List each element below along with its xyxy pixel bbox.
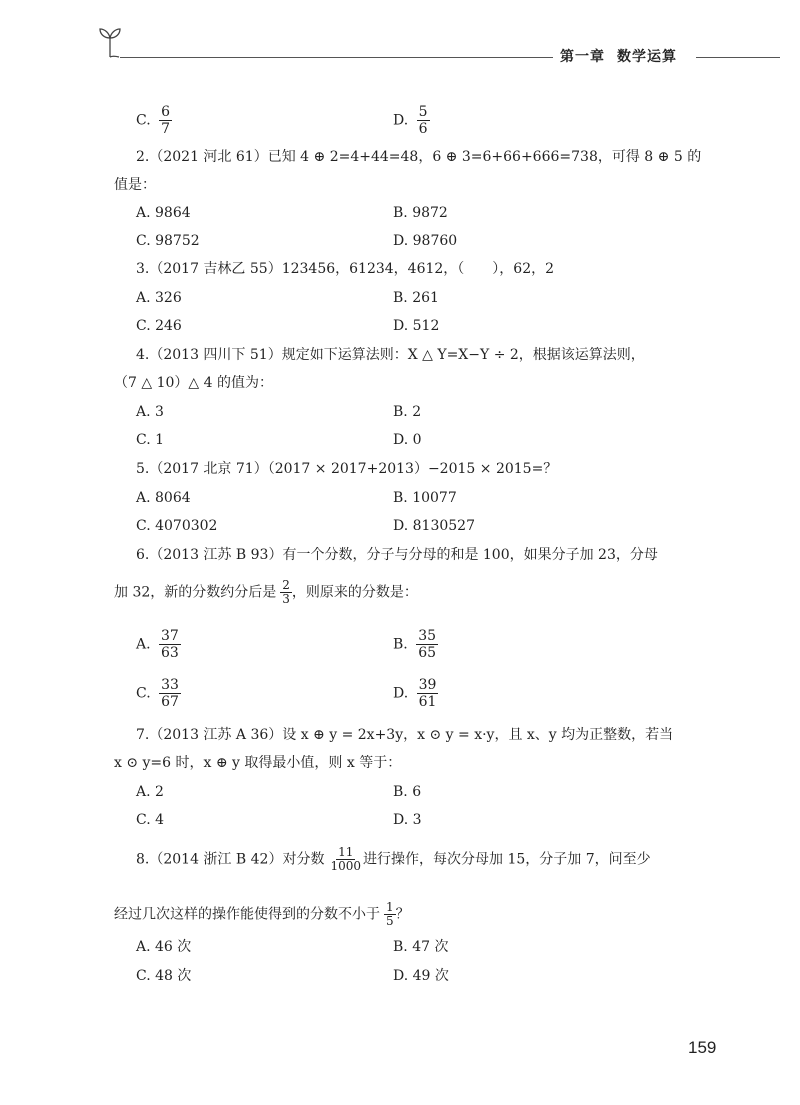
q8-option-b: B. 47 次	[393, 939, 449, 955]
stem-text: 进行操作，每次分母加 15，分子加 7，问至少	[363, 851, 651, 868]
stem-text: ？	[395, 906, 410, 923]
q5-option-b: B. 10077	[393, 490, 457, 506]
q4-option-d: D. 0	[393, 432, 422, 448]
q8-option-c: C. 48 次	[136, 968, 192, 984]
denominator: 6	[418, 121, 428, 137]
q7-option-b: B. 6	[393, 784, 422, 800]
fraction	[416, 628, 438, 661]
option-label: C.	[136, 685, 151, 702]
q8-stem-line1	[136, 846, 651, 873]
fraction	[328, 846, 363, 873]
page-header	[0, 0, 800, 75]
q4-stem-line1: 4.（2013 四川下 51）规定如下运算法则：X △ Y=X−Y ÷ 2，根据该运算法则，	[136, 347, 645, 363]
q1-option-c	[136, 104, 172, 137]
denominator: 67	[161, 694, 179, 710]
stem-text: 加 32，新的分数约分后是	[114, 584, 277, 601]
stem-text: 8.（2014 浙江 B 42）对分数	[136, 851, 325, 868]
q2-stem-line1: 2.（2021 河北 61）已知 4 ⊕ 2=4+44=48，6 ⊕ 3=6+66+666=738，可得 8 ⊕ 5 的	[136, 149, 702, 165]
denominator: 1000	[330, 859, 361, 873]
denominator: 7	[161, 121, 171, 137]
option-label: D.	[393, 685, 409, 702]
q3-option-b: B. 261	[393, 290, 439, 306]
q6-stem-line1: 6.（2013 江苏 B 93）有一个分数，分子与分母的和是 100，如果分子加 23，分母	[136, 547, 658, 563]
fraction	[384, 901, 396, 928]
q5-option-c: C. 4070302	[136, 518, 218, 534]
option-label: A.	[136, 636, 151, 653]
denominator: 61	[418, 694, 437, 710]
page-number: 159	[688, 1038, 717, 1057]
fraction	[280, 579, 292, 606]
q4-stem-line2: （7 △ 10）△ 4 的值为：	[114, 375, 273, 391]
numerator: 39	[418, 677, 437, 693]
numerator: 6	[161, 104, 171, 120]
q8-option-a: A. 46 次	[136, 939, 192, 955]
denominator: 65	[418, 645, 437, 661]
numerator: 33	[161, 677, 179, 693]
numerator: 35	[418, 628, 437, 644]
q5-stem: 5.（2017 北京 71）（2017 × 2017+2013）−2015 × 2015=？	[136, 461, 558, 477]
q3-option-d: D. 512	[393, 318, 440, 334]
q2-option-b: B. 9872	[393, 205, 448, 221]
fraction	[159, 628, 181, 661]
q7-option-c: C. 4	[136, 812, 165, 828]
q2-stem-line2: 值是：	[114, 177, 156, 193]
numerator: 11	[338, 845, 354, 859]
q5-option-a: A. 8064	[136, 490, 191, 506]
denominator: 63	[161, 645, 179, 661]
q6-stem-line2	[114, 579, 418, 606]
stem-text: 经过几次这样的操作能使得到的分数不小于	[114, 906, 380, 923]
header-rule-left	[120, 57, 553, 58]
q4-option-b: B. 2	[393, 404, 422, 420]
q8-stem-line2	[114, 901, 410, 928]
numerator: 2	[282, 578, 290, 592]
q7-option-d: D. 3	[393, 812, 422, 828]
q6-option-b	[393, 628, 438, 661]
fraction	[159, 104, 172, 137]
denominator: 3	[282, 592, 290, 606]
fraction	[417, 677, 439, 710]
sprout-icon	[97, 24, 123, 58]
q4-option-c: C. 1	[136, 432, 165, 448]
q3-option-a: A. 326	[136, 290, 182, 306]
q7-stem-line2: x ⊙ y=6 时，x ⊕ y 取得最小值，则 x 等于：	[114, 755, 402, 771]
q2-option-c: C. 98752	[136, 233, 200, 249]
header-rule-right	[696, 57, 780, 58]
q3-stem: 3.（2017 吉林乙 55）123456，61234，4612，（ ），62，2	[136, 261, 555, 277]
q1-option-d	[393, 104, 430, 137]
stem-text: ，则原来的分数是：	[291, 584, 418, 601]
denominator: 5	[386, 914, 394, 928]
q3-option-c: C. 246	[136, 318, 182, 334]
q5-option-d: D. 8130527	[393, 518, 475, 534]
option-label: D.	[393, 112, 409, 129]
option-label: C.	[136, 112, 151, 129]
q2-option-a: A. 9864	[136, 205, 191, 221]
q6-option-d	[393, 677, 438, 710]
q6-option-c	[136, 677, 181, 710]
q8-option-d: D. 49 次	[393, 968, 449, 984]
q2-option-d: D. 98760	[393, 233, 458, 249]
fraction	[417, 104, 430, 137]
q6-option-a	[136, 628, 181, 661]
option-label: B.	[393, 636, 408, 653]
chapter-name: 数学运算	[617, 49, 677, 65]
q7-stem-line1: 7.（2013 江苏 A 36）设 x ⊕ y = 2x+3y，x ⊙ y = x·y，且 x、y 均为正整数，若当	[136, 727, 674, 743]
numerator: 1	[386, 900, 394, 914]
numerator: 5	[418, 104, 428, 120]
chapter-number: 第一章	[560, 49, 605, 65]
q7-option-a: A. 2	[136, 784, 164, 800]
q4-option-a: A. 3	[136, 404, 164, 420]
chapter-title	[560, 46, 689, 66]
numerator: 37	[161, 628, 179, 644]
fraction	[159, 677, 181, 710]
